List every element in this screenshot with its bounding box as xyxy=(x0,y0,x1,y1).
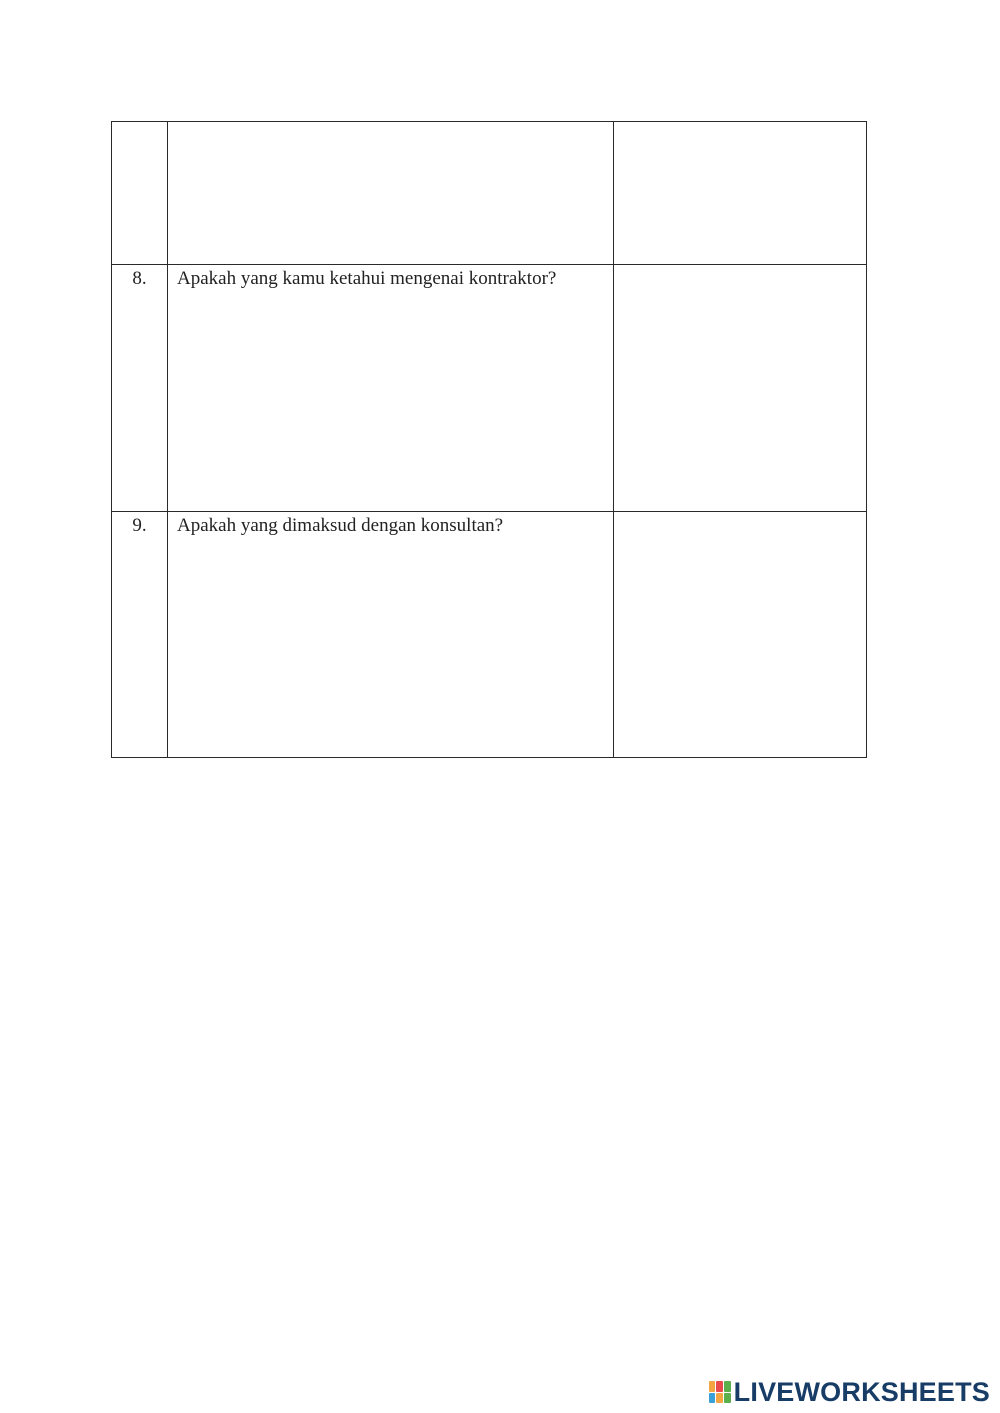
question-number xyxy=(112,122,168,265)
answer-box[interactable] xyxy=(614,265,866,511)
answer-cell[interactable] xyxy=(614,265,867,512)
table-row xyxy=(112,512,867,758)
logo-text: LIVEWORKSHEETS xyxy=(733,1377,990,1407)
answer-box[interactable] xyxy=(614,122,866,264)
answer-cell[interactable] xyxy=(614,122,867,265)
table-row xyxy=(112,122,867,265)
question-number: 8. xyxy=(112,265,168,512)
question-number: 9. xyxy=(112,512,168,758)
liveworksheets-logo xyxy=(709,1377,990,1407)
worksheet-table xyxy=(111,121,867,758)
question-text: Apakah yang kamu ketahui mengenai kontraktor? xyxy=(168,265,614,512)
table-row xyxy=(112,265,867,512)
liveworksheets-logo-icon xyxy=(709,1381,731,1403)
answer-cell[interactable] xyxy=(614,512,867,758)
question-text: Apakah yang dimaksud dengan konsultan? xyxy=(168,512,614,758)
answer-box[interactable] xyxy=(614,512,866,757)
question-text xyxy=(168,122,614,265)
